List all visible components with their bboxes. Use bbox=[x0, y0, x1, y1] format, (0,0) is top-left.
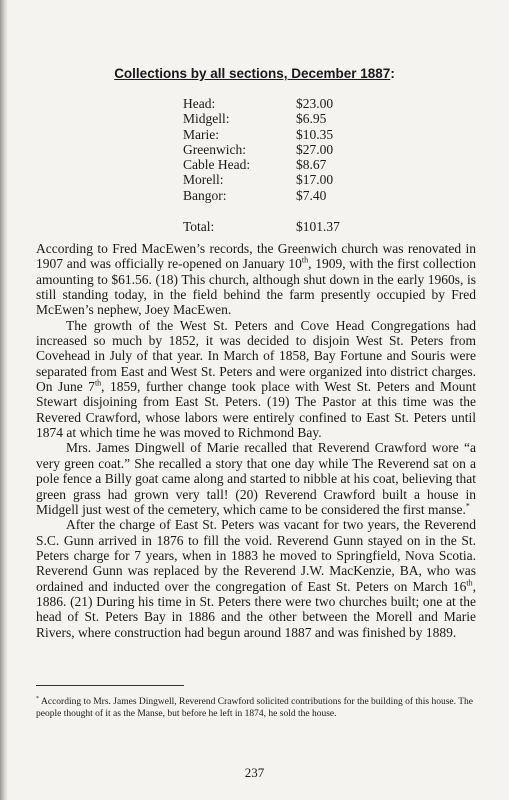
collection-amount: $7.40 bbox=[296, 187, 327, 203]
collection-amount: $10.35 bbox=[296, 126, 334, 142]
collection-name: Marie: bbox=[183, 126, 219, 142]
total-label: Total: bbox=[183, 219, 215, 235]
collection-row bbox=[183, 188, 340, 203]
collection-amount: $6.95 bbox=[296, 111, 327, 127]
collection-row bbox=[183, 172, 340, 187]
collection-name: Midgell: bbox=[183, 111, 230, 127]
paragraph-text: Mrs. James Dingwell of Marie recalled that Reverend Crawford wore “a very green coat.” She recalled a story that one day while The Reverend sat on a pole fence a Billy goat came along and started to nibble at his coat, believing that green grass had grown very tall! (20) Reverend Crawford built a house in Midgell just west of the cemetery, which came to be considered the first manse. bbox=[36, 440, 476, 517]
collection-amount: $27.00 bbox=[296, 141, 334, 157]
total-row bbox=[183, 203, 340, 234]
collection-amount: $23.00 bbox=[296, 96, 334, 111]
body-text bbox=[36, 241, 476, 640]
paragraph bbox=[36, 440, 476, 517]
paragraph bbox=[36, 241, 476, 318]
collections-table bbox=[183, 96, 340, 234]
collection-row bbox=[183, 127, 340, 142]
collection-row bbox=[183, 157, 340, 172]
superscript: th bbox=[301, 255, 309, 265]
paragraph-text: According to Fred MacEwen’s records, the Greenwich church was renovated in 1907 and was officially re-opened on January 10 bbox=[36, 241, 476, 272]
footnote-text: According to Mrs. James Dingwell, Reverend Crawford solicited contributions for the building of this house. The people thought of it as the Manse, but before he left in 1874, he sold the house. bbox=[36, 697, 473, 720]
paragraph-text: After the charge of East St. Peters was vacant for two years, the Reverend S.C. Gunn arrived in 1876 to fill the void. Reverend Gunn stayed on in the St. Peters charge for 7 years, when in 1883 he moved to Springfield, Nova Scotia. Reverend Gunn was replaced by the Reverend J.W. MacKenzie, BA, who was ordained and inducted over the congregation of East St. Peters on March 16 bbox=[36, 517, 476, 594]
collection-row bbox=[183, 142, 340, 157]
paragraph bbox=[36, 318, 476, 441]
page-number: 237 bbox=[244, 765, 265, 780]
superscript: th bbox=[466, 578, 473, 588]
heading-title: Collections by all sections, December 1887 bbox=[114, 66, 391, 81]
collection-name: Morell: bbox=[183, 172, 224, 188]
paragraph-text: , 1909, with the first collection amounting to $61.56. (18) This church, although shut down in the early 1960s, is still standing today, in the field behind the farm presently occupied by Fred McEwen’s nephew, Joey MacEwen. bbox=[36, 256, 477, 318]
footnote-mark: * bbox=[36, 696, 39, 702]
footnote bbox=[36, 693, 476, 720]
superscript: * bbox=[465, 501, 470, 511]
collection-row bbox=[183, 96, 340, 111]
paragraph-text: , 1886. (21) During his time in St. Peters there were two churches built; one at the head of St. Peters Bay in 1886 and the other between the Morell and Marie Rivers, where construction had begun around 1887 and was finished by 1889. bbox=[36, 578, 476, 640]
collection-name: Head: bbox=[183, 96, 216, 111]
collection-amount: $17.00 bbox=[296, 172, 334, 188]
page-binding-shadow bbox=[0, 0, 8, 800]
collection-name: Greenwich: bbox=[183, 141, 246, 157]
heading-colon: : bbox=[390, 66, 395, 81]
total-amount: $101.37 bbox=[296, 219, 340, 235]
section-heading bbox=[0, 66, 509, 81]
collection-amount: $8.67 bbox=[296, 157, 327, 173]
collection-row bbox=[183, 111, 340, 126]
paragraph bbox=[36, 517, 476, 640]
footnote-rule bbox=[36, 685, 184, 686]
collection-name: Bangor: bbox=[183, 187, 227, 203]
paragraph-text: , 1859, further change took place with West St. Peters and Mount Stewart disjoining from East St. Peters. (19) The Pastor at this time was the Revered Crawford, whose labors were entirely confined to East St. Peters until 1874 at which time he was moved to Richmond Bay. bbox=[36, 379, 477, 441]
paragraph-text: The growth of the West St. Peters and Cove Head Congregations had increased so much by 1852, it was decided to disjoin West St. Peters from Covehead in July of that year. In March of 1858, Bay Fortune and Souris were separated from East and West St. Peters and were organized into district charges. On June 7 bbox=[36, 317, 476, 395]
superscript: th bbox=[94, 378, 102, 388]
collection-name: Cable Head: bbox=[183, 157, 251, 173]
